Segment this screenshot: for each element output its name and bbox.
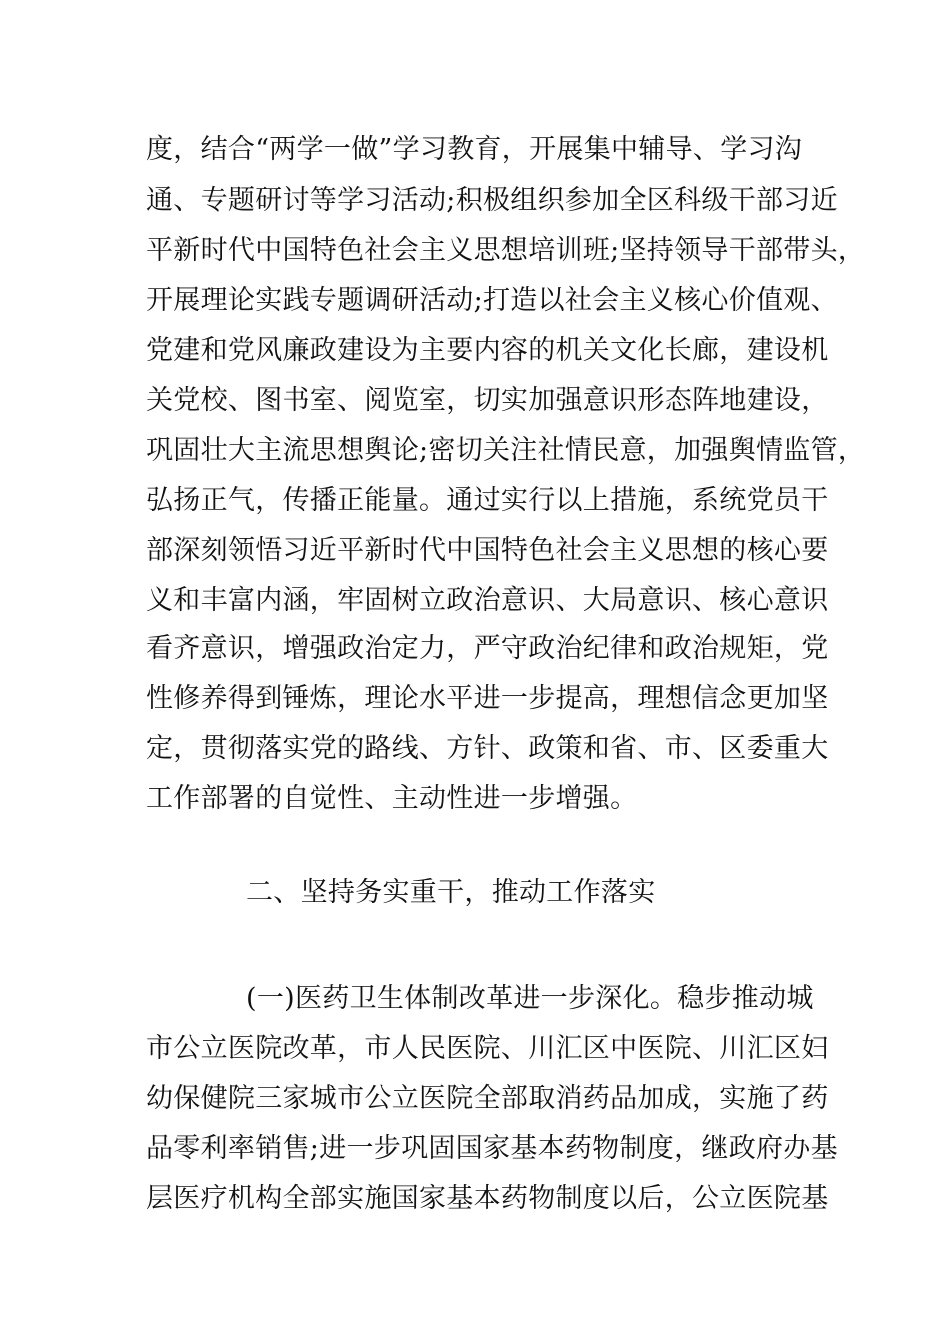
paragraph-line: 通、专题研讨等学习活动;积极组织参加全区科级干部习近 bbox=[146, 185, 838, 216]
paragraph-line: 品零利率销售;进一步巩固国家基本药物制度，继政府办基 bbox=[146, 1133, 838, 1164]
paragraph-line: 性修养得到锤炼，理论水平进一步提高，理想信念更加坚 bbox=[146, 683, 829, 714]
paragraph-line: 义和丰富内涵，牢固树立政治意识、大局意识、核心意识 bbox=[146, 585, 829, 616]
section-heading: 二、坚持务实重干，推动工作落实 bbox=[246, 877, 656, 908]
paragraph-line: 工作部署的自觉性、主动性进一步增强。 bbox=[146, 783, 638, 814]
paragraph-line: 幼保健院三家城市公立医院全部取消药品加成，实施了药 bbox=[146, 1083, 829, 1114]
paragraph-line: 部深刻领悟习近平新时代中国特色社会主义思想的核心要 bbox=[146, 535, 829, 566]
paragraph-first-line: (一)医药卫生体制改革进一步深化。稳步推动城 bbox=[246, 983, 814, 1014]
paragraph-line: 看齐意识，增强政治定力，严守政治纪律和政治规矩，党 bbox=[146, 633, 829, 664]
paragraph-line: 关党校、图书室、阅览室，切实加强意识形态阵地建设， bbox=[146, 385, 829, 416]
paragraph-line: 定，贯彻落实党的路线、方针、政策和省、市、区委重大 bbox=[146, 733, 829, 764]
paragraph-line: 巩固壮大主流思想舆论;密切关注社情民意，加强舆情监管， bbox=[146, 435, 866, 466]
paragraph-line: 弘扬正气，传播正能量。通过实行以上措施，系统党员干 bbox=[146, 485, 829, 516]
paragraph-line: 平新时代中国特色社会主义思想培训班;坚持领导干部带头， bbox=[146, 235, 866, 266]
paragraph-line: 开展理论实践专题调研活动;打造以社会主义核心价值观、 bbox=[146, 285, 838, 316]
paragraph-line: 市公立医院改革，市人民医院、川汇区中医院、川汇区妇 bbox=[146, 1033, 829, 1064]
paragraph-line: 度，结合“两学一做”学习教育，开展集中辅导、学习沟 bbox=[146, 134, 803, 165]
paragraph-line: 层医疗机构全部实施国家基本药物制度以后，公立医院基 bbox=[146, 1183, 829, 1214]
paragraph-line: 党建和党风廉政建设为主要内容的机关文化长廊，建设机 bbox=[146, 335, 829, 366]
